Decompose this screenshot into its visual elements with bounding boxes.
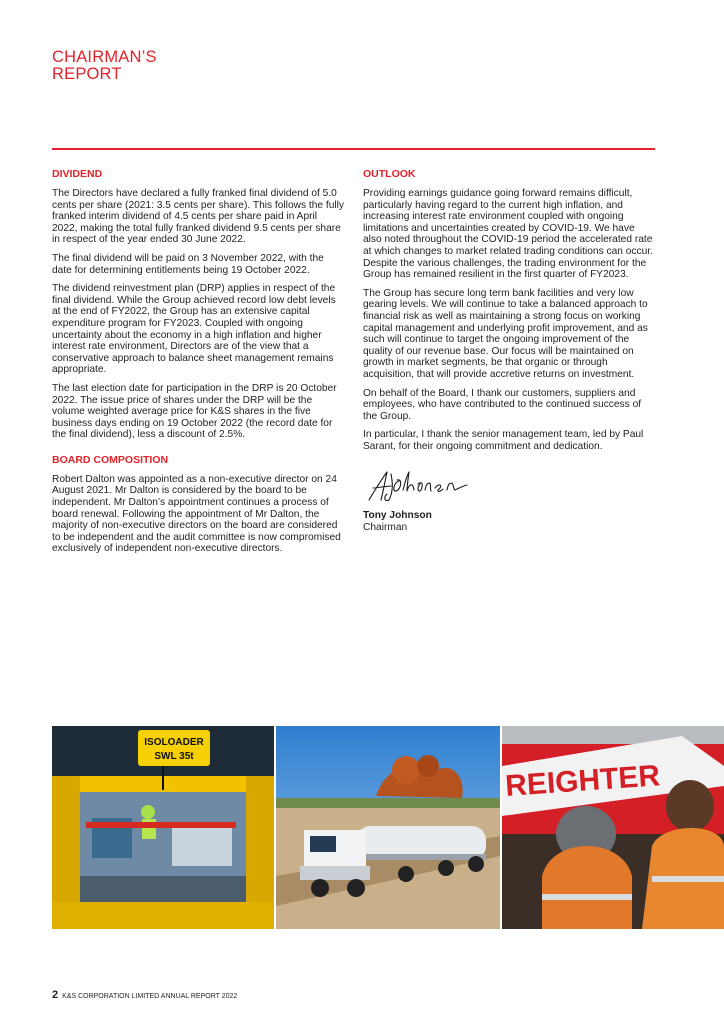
dividend-paragraph: The last election date for participation in the DRP is 20 October 2022. The issue price of shares under the DRP will be the volume weighted average price for K&S shares in the five business days ending on 19 October 2022 (the record date for the final dividend), less a discount of 2.5%.	[52, 382, 337, 441]
outlook-paragraph: On behalf of the Board, I thank our customers, suppliers and employees, who have contributed to the continued success of the Group.	[363, 387, 642, 422]
photo-isoloader-crane	[52, 726, 274, 929]
page-number: 2	[52, 989, 59, 1001]
outlook-paragraph: Providing earnings guidance going forward remains difficult, particularly having regard to the current high inflation, and increasing interest rate environment coupled with ongoing limitations and uncertainties created by COVID-19. We have also noted throughout the COVID-19 period the accelerated rate at which changes to market related trading conditions can occur. Despite the various challenges, the trading environment for the Group has remained resilient in the first quarter of FY2023.	[363, 188, 653, 281]
dividend-paragraph: The dividend reinvestment plan (DRP) applies in respect of the final dividend. While the Group achieved record low debt levels at the end of FY2022, the Group has an extensive capital expenditure program for FY2023. Coupled with ongoing uncertainty about the economy in a high inflation and higher interest rate environment, Directors are of the view that a conservative approach to balance sheet management remains appropriate.	[52, 283, 336, 376]
outlook-heading: OUTLOOK	[363, 168, 416, 180]
board-composition-paragraph: Robert Dalton was appointed as a non-executive director on 24 August 2021. Mr Dalton is considered by the board to be independent. Mr Dalton’s appointment continues a process of board renewal. Following the appointment of Mr Dalton, the majority of non-executive directors on the board are considered to be independent and the audit committee is now compromised exclusively of independent non-executive directors.	[52, 473, 341, 555]
page-title-line-1: CHAIRMAN’S	[52, 48, 157, 66]
header-divider	[52, 148, 655, 150]
page-title-line-2: REPORT	[52, 65, 122, 83]
page-footer	[52, 989, 237, 1001]
signatory-name: Tony Johnson	[363, 510, 432, 522]
signatory-role: Chairman	[363, 522, 408, 534]
outlook-paragraph: The Group has secure long term bank facilities and very low gearing levels. We will continue to take a balanced approach to financial risk as well as maintaining a strong focus on working capital management and underlying profit improvement, and as such will continue to target the ongoing improvement of the quality of our revenue base. Our focus will be maintained on growth in market segments, be that organic or through acquisition, that will provide accretive returns on investment.	[363, 287, 648, 380]
isoloader-sign-line-2: SWL 35t	[154, 751, 194, 762]
signature-image	[363, 466, 473, 506]
photo-mechanics	[502, 726, 724, 929]
dividend-heading: DIVIDEND	[52, 168, 103, 180]
dividend-paragraph: The final dividend will be paid on 3 November 2022, with the date for determining entitlements being 19 October 2022.	[52, 252, 324, 276]
outlook-paragraph: In particular, I thank the senior management team, led by Paul Sarant, for their ongoing commitment and dedication.	[363, 429, 644, 452]
board-composition-heading: BOARD COMPOSITION	[52, 453, 169, 466]
left-column	[52, 168, 344, 562]
page-title	[52, 49, 157, 83]
photo-road-train	[276, 726, 500, 929]
truck-lettering: REIGHTER	[504, 759, 662, 803]
dividend-paragraph: The Directors have declared a fully franked final dividend of 5.0 cents per share (2021: 3.5 cents per share). This follows the fully franked interim dividend of 4.5 cents per share paid in April 2022, making the total fully franked dividend 9.5 cents per share in respect of the year ended 30 June 2022.	[52, 188, 344, 246]
footer-text: K&S CORPORATION LIMITED ANNUAL REPORT 2022	[62, 993, 238, 1000]
photo-strip	[52, 726, 724, 929]
isoloader-sign-line-1: ISOLOADER	[144, 737, 204, 748]
right-column	[363, 168, 655, 534]
